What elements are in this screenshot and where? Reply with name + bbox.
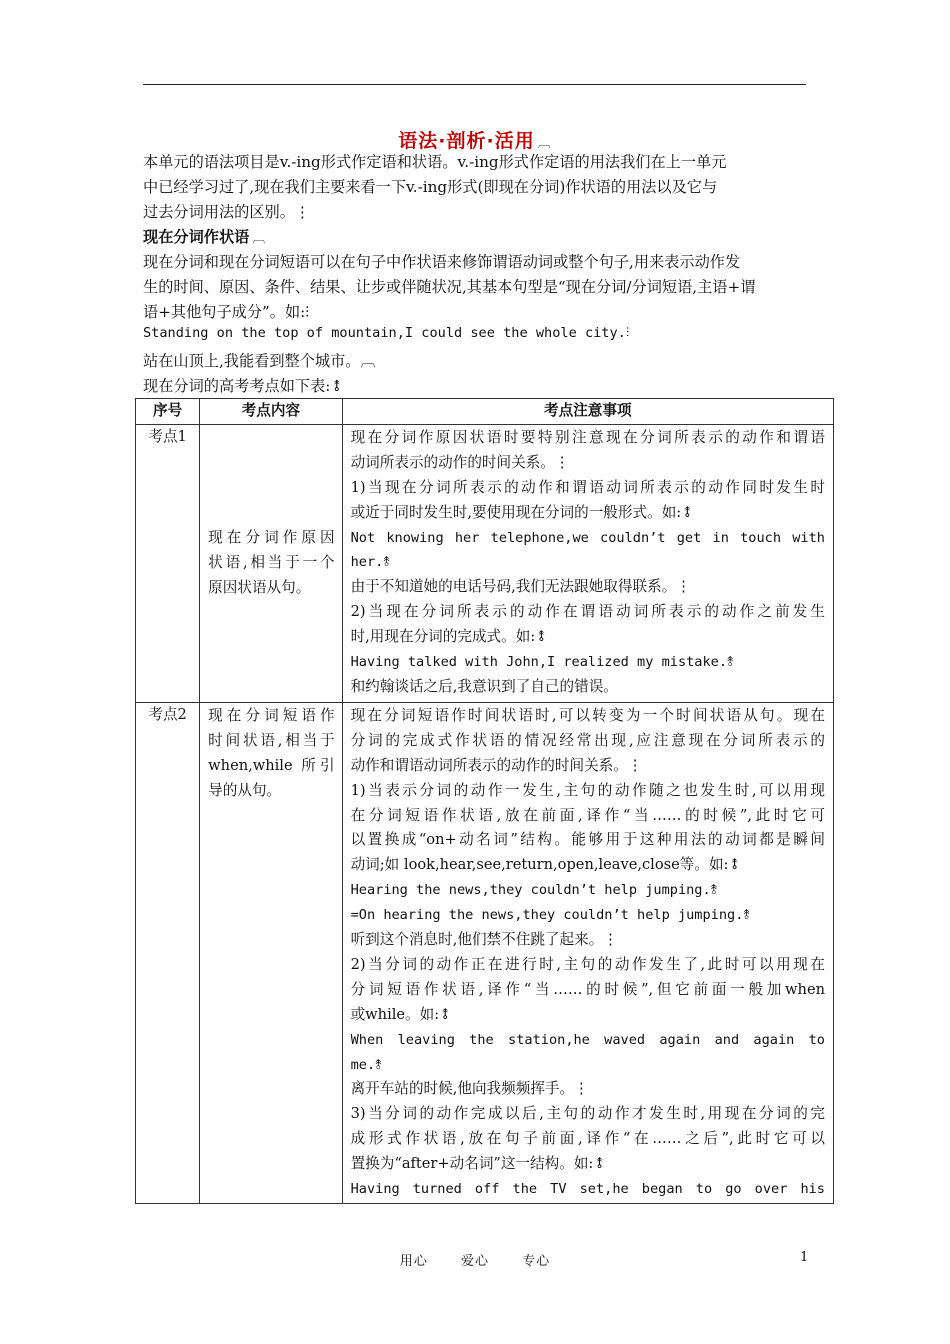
footer-word: 用心 — [399, 1254, 428, 1269]
content-line: 状语,相当于一个 — [208, 554, 335, 572]
row-notes — [342, 425, 833, 703]
notes-line: 置换为“after+动名词”这一结构。如:⥉ — [350, 1155, 606, 1173]
section-line: 语+其他句子成分”。如:⫶ — [143, 302, 310, 321]
notes-line: 或while。如:⥉ — [350, 1005, 452, 1023]
header-number: 序号 — [136, 399, 200, 425]
notes-line: 动词所表示的动作的时间关系。⋮ — [350, 453, 570, 471]
notes-line: 2)当现在分词所表示的动作在谓语动词所表示的动作之前发生 — [350, 603, 825, 621]
notes-line: 离开车站的时候,他向我频频挥手。⋮ — [350, 1080, 589, 1098]
notes-line: =On hearing the news,they couldn’t help jumping.⥉ — [350, 907, 750, 924]
exam-points-table — [135, 398, 834, 1204]
notes-line: Having talked with John,I realized my mistake.⥉ — [350, 654, 734, 671]
notes-line: 听到这个消息时,他们禁不住跳了起来。⋮ — [350, 931, 618, 949]
section-paragraph — [143, 250, 811, 324]
header-content: 考点内容 — [200, 399, 342, 425]
content-line: 导的从句。 — [208, 781, 282, 799]
row-content — [200, 425, 342, 703]
table-intro: 现在分词的高考考点如下表:⥉ — [143, 377, 344, 395]
notes-line: 和约翰谈话之后,我意识到了自己的错误。 — [350, 678, 618, 695]
notes-line: Hearing the news,they couldn’t help jumping.⥉ — [350, 882, 718, 899]
notes-line: 1)当表示分词的动作一发生,主句的动作随之也发生时,可以用现 — [350, 781, 825, 799]
notes-line: me.⥉ — [350, 1056, 382, 1073]
table-row — [136, 425, 834, 703]
content-line: 现在分词作原因 — [208, 529, 335, 547]
row-content — [200, 703, 342, 1204]
notes-line: 分词的完成式作状语的情况经常出现,应注意现在分词所表示的 — [350, 731, 825, 749]
notes-line: 动词;如 look,hear,see,return,open,leave,close等。如:⥉ — [350, 856, 741, 874]
notes-line: 2)当分词的动作正在进行时,主句的动作发生了,此时可以用现在 — [350, 955, 825, 973]
example-english: Standing on the top of mountain,I could see the whole city.⫶ — [143, 325, 630, 341]
section-heading-text: 现在分词作状语 — [143, 228, 250, 246]
intro-paragraph — [143, 150, 811, 224]
page-title-text: 语法·剖析·活用 — [398, 130, 535, 152]
heading-mark: ︹ — [252, 231, 266, 246]
content-line: 原因状语从句。 — [208, 578, 311, 596]
footer-word: 专心 — [522, 1254, 551, 1269]
intro-line: 中已经学习过了,现在我们主要来看一下v.-ing形式(即现在分词)作状语的用法以及它与 — [143, 177, 718, 196]
notes-line: 分词短语作状语,译作“当……的时候”,但它前面一般加when — [350, 980, 825, 998]
header-rule — [143, 84, 806, 85]
notes-line: Not knowing her telephone,we couldn’t get in touch with — [350, 529, 825, 546]
notes-line: 现在分词短语作时间状语时,可以转变为一个时间状语从句。现在 — [350, 707, 825, 724]
notes-line: 1)当现在分词所表示的动作和谓语动词所表示的动作同时发生时 — [350, 478, 825, 496]
content-line: 时间状语,相当于 — [208, 731, 335, 749]
intro-line: 过去分词用法的区别。⋮ — [143, 202, 311, 221]
notes-line: 3)当分词的动作完成以后,主句的动作才发生时,用现在分词的完 — [350, 1105, 825, 1123]
section-line: 现在分词和现在分词短语可以在句子中作状语来修饰谓语动词或整个句子,用来表示动作发 — [143, 253, 741, 271]
notes-line: 动作和谓语动词所表示的动作的时间关系。⋮ — [350, 756, 643, 774]
footer-word: 爱心 — [460, 1254, 489, 1269]
notes-line: 现在分词作原因状语时要特别注意现在分词所表示的动作和谓语 — [350, 429, 825, 446]
notes-line: 以置换成“on+动名词”结构。能够用于这种用法的动词都是瞬间 — [350, 831, 825, 849]
page-number: 1 — [800, 1250, 809, 1265]
notes-line: When leaving the station,he waved again and again to — [350, 1031, 825, 1048]
header-notes: 考点注意事项 — [342, 399, 833, 425]
row-number: 考点1 — [136, 425, 200, 703]
section-heading — [143, 226, 265, 247]
notes-line: Having turned off the TV set,he began to go over his — [350, 1181, 825, 1198]
notes-line: 由于不知道她的电话号码,我们无法跟她取得联系。⋮ — [350, 578, 691, 596]
content-line: 现在分词短语作 — [208, 707, 335, 724]
notes-line: 或近于同时发生时,要使用现在分词的一般形式。如:⥉ — [350, 503, 694, 521]
row-number: 考点2 — [136, 703, 200, 1204]
table-header-row — [136, 399, 834, 425]
row-notes — [342, 703, 833, 1204]
section-line: 生的时间、原因、条件、结果、让步或伴随状况,其基本句型是“现在分词/分词短语,主语+谓 — [143, 277, 756, 296]
notes-line: 时,用现在分词的完成式。如:⥉ — [350, 628, 548, 646]
page-title — [0, 126, 950, 153]
intro-line: 本单元的语法项目是v.-ing形式作定语和状语。v.-ing形式作定语的用法我们在上一单元 — [143, 153, 727, 171]
notes-line: 成形式作状语,放在句子前面,译作“在……之后”,此时它可以 — [350, 1130, 825, 1148]
content-line: when,while 所引 — [208, 756, 335, 774]
example-chinese: 站在山顶上,我能看到整个城市。︹ — [143, 352, 376, 370]
table-row — [136, 703, 834, 1204]
notes-line: 在分词短语作状语,放在前面,译作“当……的时候”,此时它可 — [350, 806, 825, 824]
title-mark: ︹ — [537, 136, 552, 151]
notes-line: her.⥉ — [350, 554, 390, 571]
